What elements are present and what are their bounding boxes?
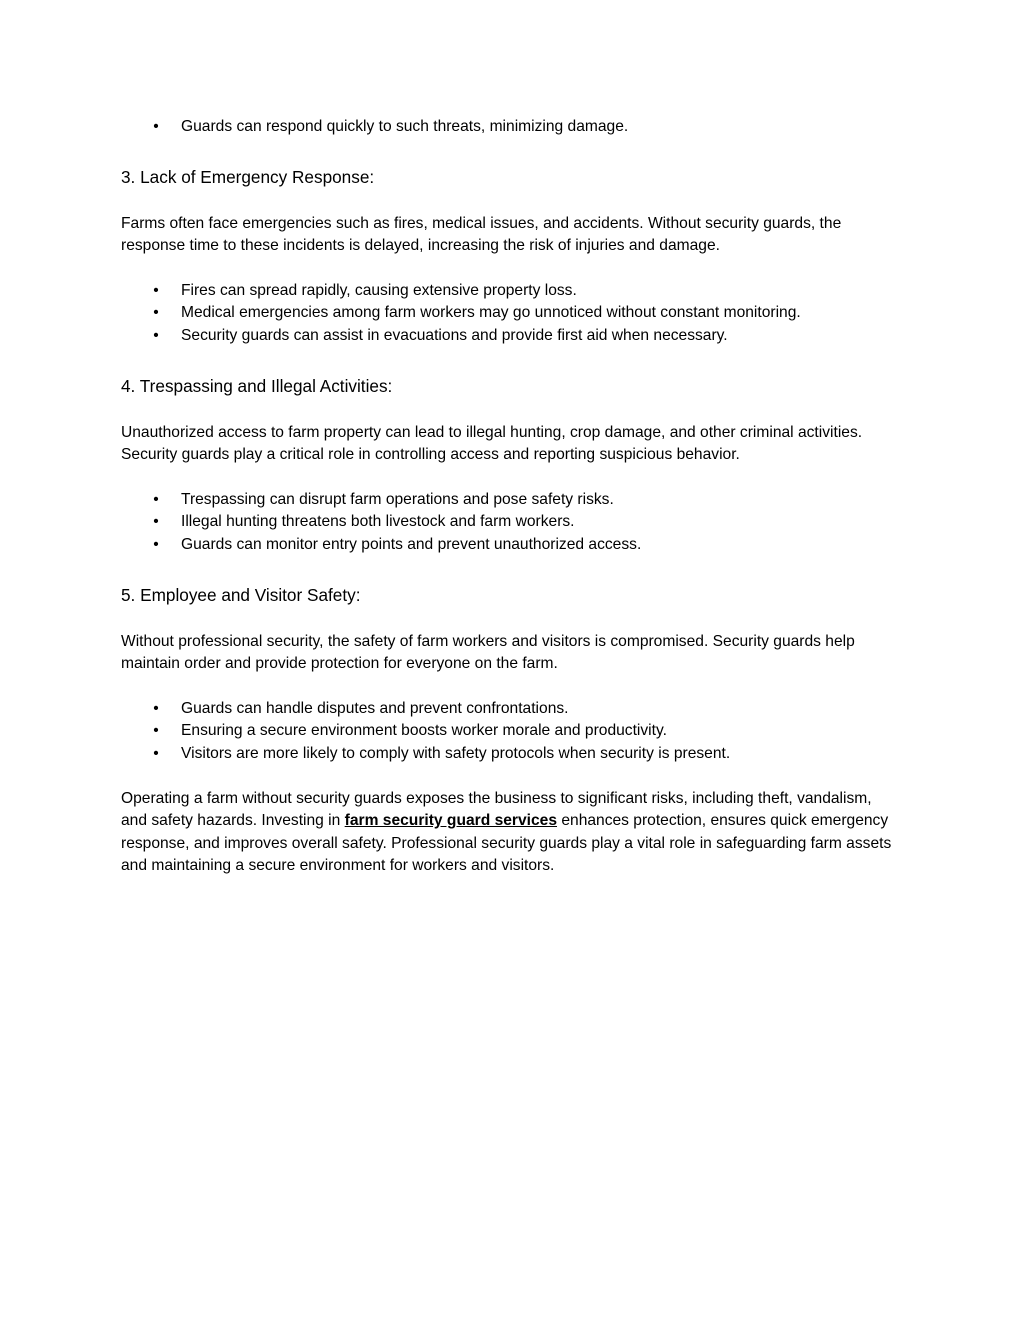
list-item: [121, 489, 901, 512]
list-item-text: Fires can spread rapidly, causing extensive property loss.: [181, 281, 577, 299]
list-item: [121, 720, 901, 743]
list-item: [121, 743, 901, 766]
list-item: [121, 280, 901, 303]
section-heading: 3. Lack of Emergency Response:: [121, 166, 375, 187]
bullet-icon: •: [153, 281, 159, 299]
section-paragraph: Without professional security, the safety of farm workers and visitors is compromised. Security guards help maintain order and provide protection for everyone on the farm.: [121, 632, 855, 673]
bullet-icon: •: [153, 722, 159, 740]
document-body: [121, 116, 901, 878]
bullet-list: [121, 116, 901, 139]
list-item: [121, 116, 901, 139]
list-item-text: Ensuring a secure environment boosts worker morale and productivity.: [181, 722, 667, 740]
section-heading: 5. Employee and Visitor Safety:: [121, 584, 361, 605]
bullet-icon: •: [153, 699, 159, 717]
bullet-icon: •: [153, 118, 159, 135]
list-item: [121, 698, 901, 721]
bullet-icon: •: [153, 535, 159, 553]
bullet-icon: •: [153, 326, 159, 344]
list-item: [121, 511, 901, 534]
list-item-text: Guards can handle disputes and prevent confrontations.: [181, 699, 569, 717]
closing-text-start: Operating a farm without security guards exposes the business to significant risks, including theft, vandalism, and safety hazards. Investing in: [121, 789, 872, 830]
closing-text-end: enhances protection, ensures quick emergency response, and improves overall safety. Professional security guards play a vital role in safeguarding farm assets and maintaining a secure environment for workers and visitors.: [121, 812, 892, 875]
bullet-icon: •: [153, 304, 159, 322]
section-heading: 4. Trespassing and Illegal Activities:: [121, 375, 393, 396]
list-item-text: Security guards can assist in evacuations and provide first aid when necessary.: [181, 326, 728, 344]
list-item-text: Trespassing can disrupt farm operations and pose safety risks.: [181, 490, 614, 508]
list-item: [121, 534, 901, 557]
section-paragraph: Unauthorized access to farm property can lead to illegal hunting, crop damage, and other criminal activities. Security guards play a critical role in controlling access and reporting suspicious behavior.: [121, 423, 863, 464]
bullet-list: [121, 489, 901, 557]
list-item: [121, 325, 901, 348]
bullet-icon: •: [153, 513, 159, 531]
list-item-text: Illegal hunting threatens both livestock and farm workers.: [181, 513, 575, 531]
list-item-text: Visitors are more likely to comply with safety protocols when security is present.: [181, 744, 731, 762]
list-item-text: Guards can respond quickly to such threats, minimizing damage.: [181, 118, 629, 135]
bullet-list: [121, 698, 901, 766]
closing-paragraph: [121, 788, 901, 878]
bullet-icon: •: [153, 744, 159, 762]
list-item-text: Medical emergencies among farm workers may go unnoticed without constant monitoring.: [181, 304, 801, 322]
bullet-list: [121, 280, 901, 348]
list-item: [121, 302, 901, 325]
bullet-icon: •: [153, 490, 159, 508]
list-item-text: Guards can monitor entry points and prevent unauthorized access.: [181, 535, 642, 553]
section-paragraph: Farms often face emergencies such as fires, medical issues, and accidents. Without security guards, the response time to these incidents is delayed, increasing the risk of injuries and damage.: [121, 214, 842, 255]
farm-security-guard-services-link[interactable]: farm security guard services: [344, 812, 558, 830]
